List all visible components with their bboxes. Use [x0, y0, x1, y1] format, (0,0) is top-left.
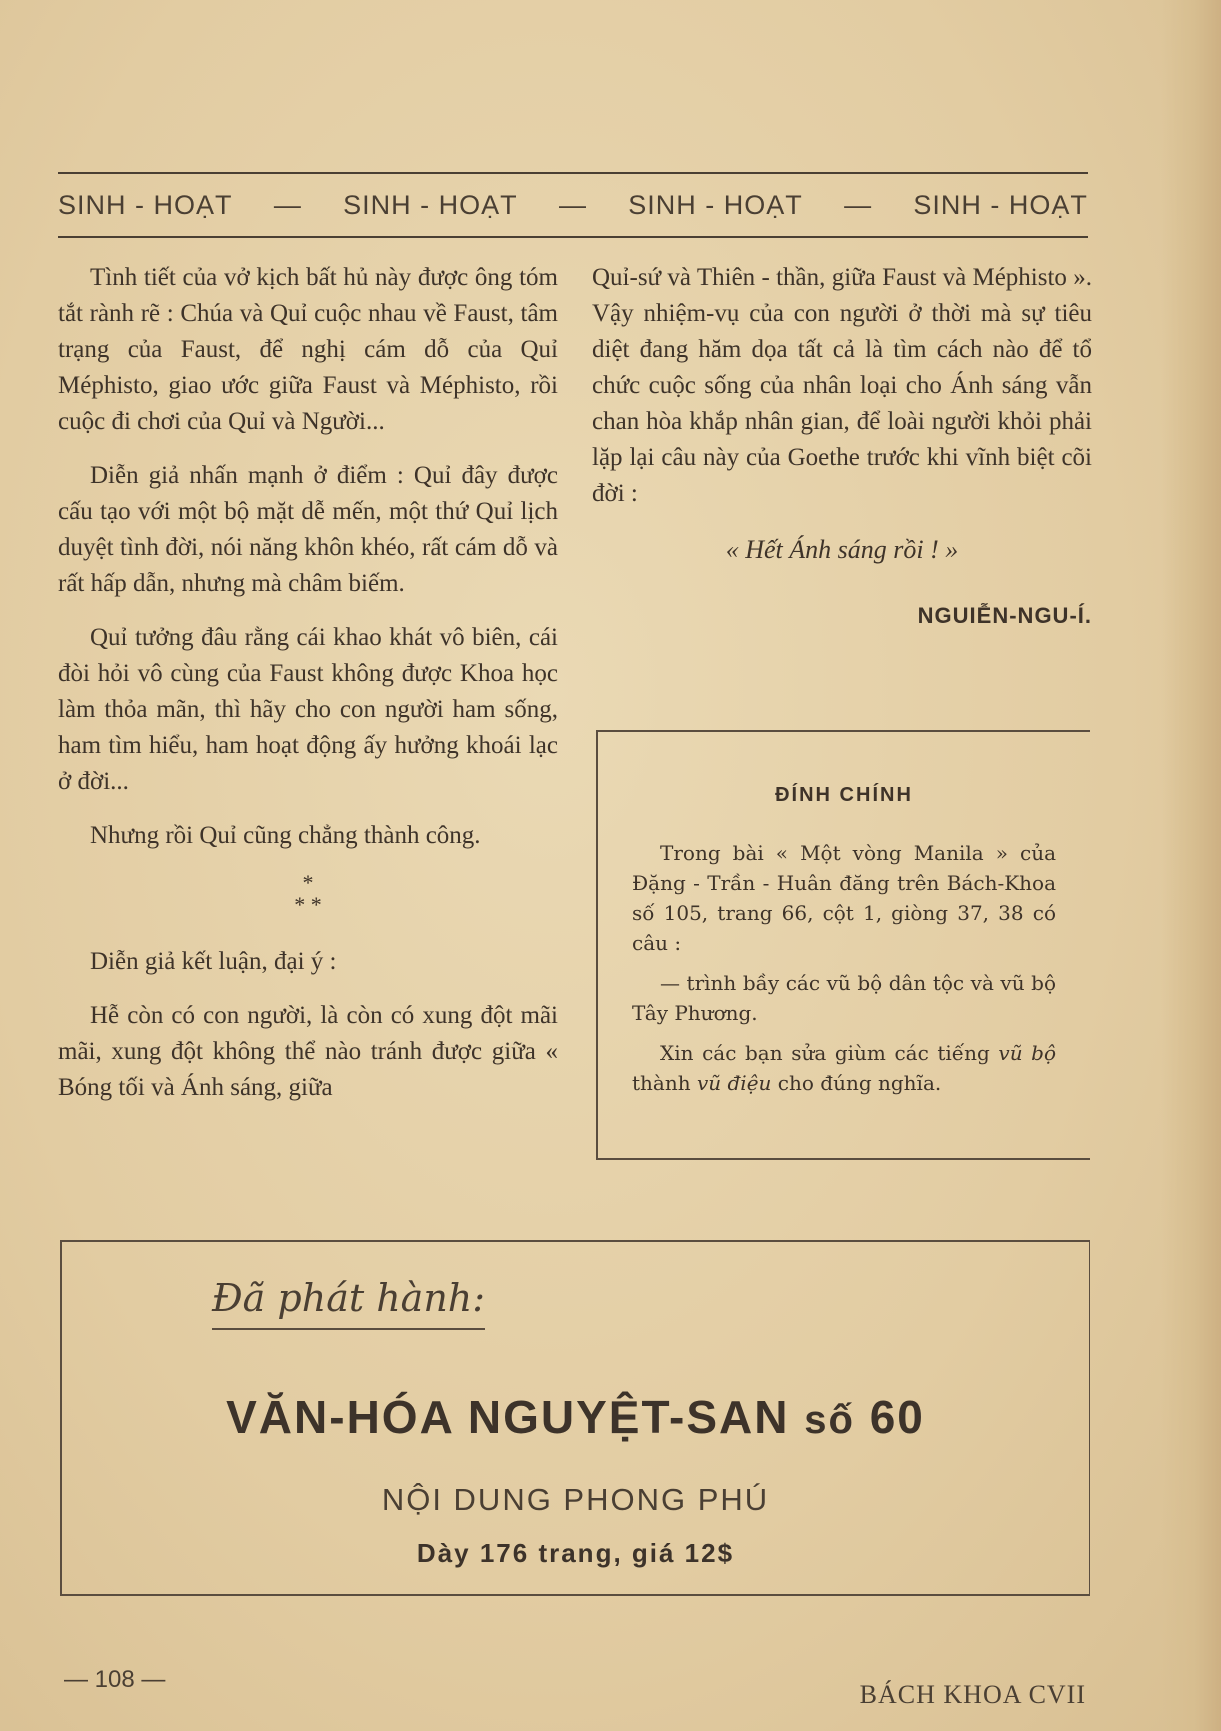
- running-head: [58, 172, 1088, 238]
- errata-text: thành: [632, 1071, 691, 1095]
- ad-magazine-title: [62, 1390, 1089, 1444]
- running-head-item: SINH - HOẠT: [913, 189, 1088, 220]
- author-signature: NGUIỄN-NGU-Í.: [917, 603, 1092, 628]
- running-head-item: SINH - HOẠT: [343, 189, 518, 220]
- errata-paragraph: [632, 1038, 1056, 1098]
- left-column: [58, 260, 558, 1124]
- section-break-asterisks: [58, 872, 558, 916]
- errata-paragraph: — trình bầy các vũ bộ dân tộc và vũ bộ Tây Phương.: [632, 971, 1056, 1025]
- paragraph: Diễn giả nhấn mạnh ở điểm : Quỉ đây được cấu tạo với một bộ mặt dễ mến, một thứ Quỉ lịch duyệt tình đời, nói năng khôn khéo, rất cám dỗ và rất hấp dẫn, nhưng mà châm biếm.: [58, 462, 558, 597]
- paragraph: Nhưng rồi Quỉ cũng chẳng thành công.: [90, 822, 481, 849]
- running-head-item: SINH - HOẠT: [58, 189, 233, 220]
- errata-text: Xin các bạn sửa giùm các tiếng: [660, 1041, 990, 1065]
- running-head-item: SINH - HOẠT: [628, 189, 803, 220]
- errata-term: vũ bộ: [998, 1041, 1056, 1065]
- errata-title: ĐÍNH CHÍNH: [775, 784, 913, 806]
- ad-pages-price: Dày 176 trang, giá 12$: [416, 1538, 735, 1568]
- errata-paragraph: Trong bài « Một vòng Manila » của Đặng - Trần - Huân đăng trên Bách-Khoa số 105, trang 66, cột 1, giòng 37, 38 có câu :: [632, 841, 1056, 955]
- ad-contents-line: NỘI DUNG PHONG PHÚ: [381, 1482, 770, 1517]
- paragraph: Tình tiết của vở kịch bất hủ này được ông tóm tắt rành rẽ : Chúa và Quỉ cuộc nhau về Faust, tâm trạng của Faust, để nghị cám dỗ của Quỉ Méphisto, giao ước giữa Faust và Méphisto, rồi cuộc đi chơi của Quỉ và Người...: [58, 264, 558, 435]
- ad-released-heading: Đã phát hành:: [212, 1276, 485, 1330]
- advertisement-box: [60, 1240, 1090, 1596]
- ad-issue-label: số: [804, 1398, 855, 1442]
- running-head-dash: —: [558, 189, 587, 220]
- publication-footer: BÁCH KHOA CVII: [859, 1680, 1086, 1709]
- paragraph: Quỉ tưởng đâu rằng cái khao khát vô biên, cái đòi hỏi vô cùng của Faust không được Khoa học làm thỏa mãn, thì hãy cho con người ham sống, ham tìm hiểu, ham hoạt động ấy hưởng khoái lạc ở đời...: [58, 624, 558, 795]
- running-head-dash: —: [844, 189, 873, 220]
- quotation: « Hết Ánh sáng rồi ! »: [725, 535, 959, 564]
- errata-box: [596, 730, 1090, 1160]
- asterisk-top: *: [302, 870, 314, 895]
- right-column: [592, 260, 1092, 634]
- errata-text: cho đúng nghĩa.: [777, 1071, 942, 1095]
- paragraph: Hễ còn có con người, là còn có xung đột mãi mãi, xung đột không thể nào tránh được giữa « Bóng tối và Ánh sáng, giữa: [58, 1002, 558, 1101]
- ad-magazine-name: VĂN-HÓA NGUYỆT-SAN: [226, 1391, 790, 1443]
- ad-issue-number: 60: [869, 1391, 925, 1443]
- paragraph: Quỉ-sứ và Thiên - thần, giữa Faust và Méphisto ». Vậy nhiệm-vụ của con người ở thời mà sự tiêu diệt đang hăm dọa tất cả là tìm cách nào để tổ chức cuộc sống của nhân loại cho Ánh sáng vẫn chan hòa khắp nhân gian, để loài người khỏi phải lặp lại câu này của Goethe trước khi vĩnh biệt cõi đời :: [592, 264, 1092, 507]
- page-number: — 108 —: [64, 1666, 166, 1693]
- worn-page-edge: [1161, 0, 1221, 1731]
- errata-term: vũ điệu: [696, 1071, 772, 1095]
- running-head-dash: —: [273, 189, 302, 220]
- asterisk-bottom: * *: [294, 892, 322, 917]
- paragraph: Diễn giả kết luận, đại ý :: [90, 948, 337, 975]
